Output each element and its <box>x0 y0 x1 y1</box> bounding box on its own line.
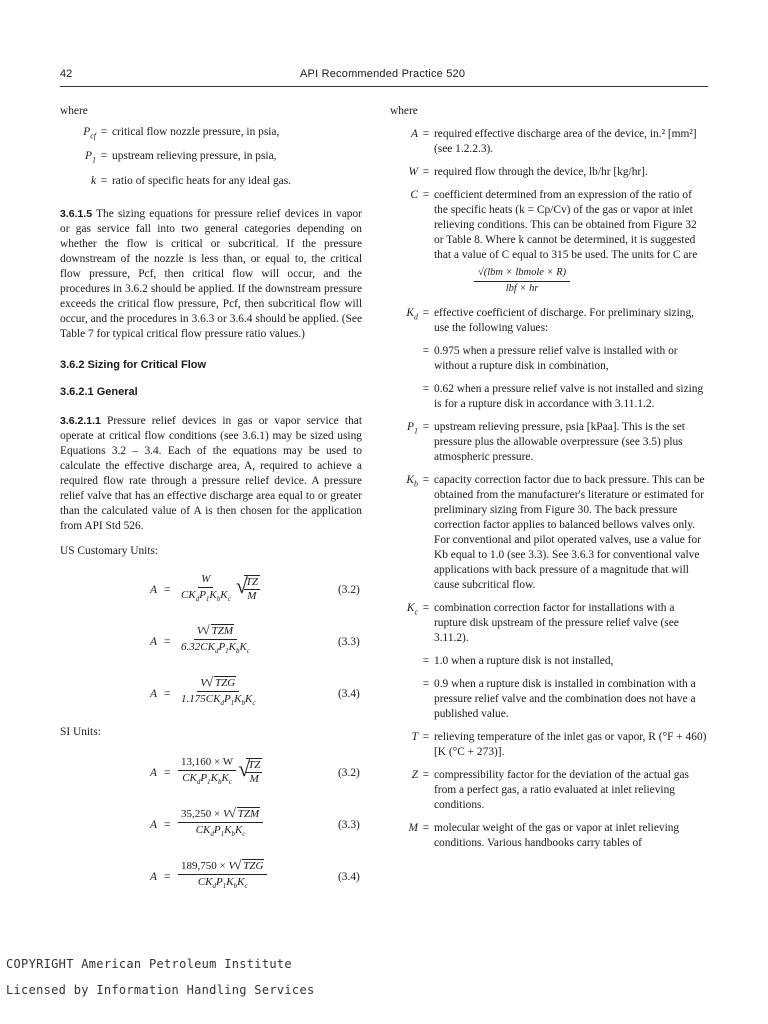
equation-denominator: $CK_dP_1K_bK_c$ <box>182 771 232 786</box>
sqrt-term: √ TZ M <box>246 758 262 786</box>
equation-us-3-4: A = $\frac{\text{V√ TZG}}{1.175CK_dP_1K_bK_c}$ (3.4) <box>60 677 362 719</box>
definition-text: capacity correction factor due to back pressure. This can be obtained from the manufacturer's literature or estimated for preliminary sizing from Figure 30. The back pressure correction factor applies to balanced bellows valves only. For conventional and pilot operated valves, use a value for Kb equal to 1.0 (see 3.3). See 3.6.3 for conventional valve applications with back pressure of a magnitude that will cause subcritical flow. <box>434 474 705 591</box>
left-column <box>60 104 362 902</box>
running-header-title: API Recommended Practice 520 <box>300 68 466 80</box>
footer-license: Licensed by Information Handling Services <box>6 983 315 997</box>
c-units-numerator: √(lbm × lbmole × R) <box>474 266 570 282</box>
symbol-t: T <box>411 731 418 743</box>
definition-text: compressibility factor for the deviation of the actual gas from a perfect gas, a ratio evaluated at inlet relieving conditions. <box>434 769 689 811</box>
equation-si-3-3: A = $\frac{\text{35,250 × V√ TZM}}{CK_dP_1K_bK_c}$ (3.3) <box>60 808 362 850</box>
equation-denominator: $1.175CK_dP_1K_bK_c$ <box>181 692 256 707</box>
definition-kd-value-1: = 0.975 when a pressure relief valve is installed with or without a rupture disk in combination, <box>390 344 708 374</box>
paragraph-text: The sizing equations for pressure relief devices in vapor or gas service fall into two general categories depending on whether the flow is critical or subcritical. If the pressure downstream of the nozzle is less than, or equal to, the critical flow pressure, Pcf, then critical flow will occur, and the procedures in 3.6.2 should be applied. If the downstream pressure exceeds the critical flow pressure, Pcf, then subcritical flow will occur, and the procedures in 3.6.3 or 3.6.4 should be applied. (See Table 7 for typical critical flow pressure ratio values.) <box>60 207 362 340</box>
definition-text: 1.0 when a rupture disk is not installed, <box>434 655 614 667</box>
symbol-kd: $K_d$ <box>406 307 418 322</box>
page-number: 42 <box>60 68 73 80</box>
c-units-denominator: lbf × hr <box>505 283 539 294</box>
definition-text: effective coefficient of discharge. For preliminary sizing, use the following values: <box>434 307 694 334</box>
definition-kb: $K_b$ = capacity correction factor due to back pressure. This can be obtained from the manufacturer's literature or estimated for preliminary sizing from Figure 30. The back pressure correction factor applies to balanced bellows valves only. For conventional and pilot operated valves, use a value for Kb equal to 1.0 (see 3.3). See 3.6.3 for conventional valve applications with back pressure of a magnitude that will cause subcritical flow. <box>390 473 708 593</box>
definition-text: 0.9 when a rupture disk is installed in combination with a pressure relief valve and the combination does not have a published value. <box>434 678 696 720</box>
definition-text: 0.975 when a pressure relief valve is installed with or without a rupture disk in combination, <box>434 345 678 372</box>
equation-lhs: A <box>150 687 157 700</box>
definition-kc: $K_c$ = combination correction factor for installations with a rupture disk upstream of the pressure relief valve (see 3.11.2). <box>390 601 708 646</box>
definition-text: ratio of specific heats for any ideal gas. <box>112 174 292 187</box>
symbol-k: k <box>90 174 96 187</box>
symbol-a: A <box>411 128 418 140</box>
definition-text: molecular weight of the gas or vapor at inlet relieving conditions. Various handbooks carry tables of <box>434 822 680 849</box>
definition-text: coefficient determined from an expression of the ratio of the specific heats (k = Cp/Cv) of the gas or vapor at inlet relieving conditions. This can be obtained from Figure 32 or Table 8. Where k cannot be determined, it is suggested that a value of C equal to 315 be used. The units for C are <box>434 189 698 261</box>
equation-denominator: $CK_dP_1K_bK_c$ <box>195 823 246 838</box>
section-heading-3-6-2-1: 3.6.2.1 General <box>60 385 138 398</box>
definition-text: upstream relieving pressure, psia [kPaa]. This is the set pressure plus the allowable overpressure (see 3.5) plus atmospheric pressure. <box>434 421 685 463</box>
definition-kd: $K_d$ = effective coefficient of discharge. For preliminary sizing, use the following values: <box>390 306 708 336</box>
us-units-label: US Customary Units: <box>60 544 159 557</box>
equation-numerator: V√ TZG <box>197 677 239 692</box>
footer-copyright: COPYRIGHT American Petroleum Institute <box>6 957 292 971</box>
definition-text: relieving temperature of the inlet gas or vapor, R (°F + 460) [K (°C + 273)]. <box>434 731 707 758</box>
equation-lhs: A <box>150 870 157 883</box>
definition-text: upstream relieving pressure, in psia, <box>112 150 277 163</box>
symbol-kc: $K_c$ <box>406 602 418 617</box>
equation-numerator: 13,160 × W <box>178 756 236 771</box>
equation-si-3-4: A = $\frac{\text{189,750 × V√ TZG}}{CK_dP_1K_bK_c}$ (3.4) <box>60 860 362 902</box>
where-label: where <box>390 105 418 117</box>
equation-lhs: A <box>150 583 157 596</box>
definition-text: critical flow nozzle pressure, in psia, <box>112 126 280 138</box>
equation-numerator: V√ TZM <box>194 625 237 640</box>
definition-t: T = relieving temperature of the inlet gas or vapor, R (°F + 460) [K (°C + 273)]. <box>390 730 708 760</box>
paragraph-3-6-1-5 <box>60 207 362 342</box>
equation-number: (3.3) <box>338 635 360 648</box>
paragraph-3-6-2-1-1 <box>60 414 362 534</box>
equation-us-3-3: A = $\frac{\text{V√ TZM}}{6.32CK_dP_1K_bK_c}$ (3.3) <box>60 625 362 667</box>
definition-text: 0.62 when a pressure relief valve is not installed and sizing is for a rupture disk in accordance with 3.11.1.2. <box>434 383 704 410</box>
sqrt-term: √ TZ M <box>244 575 260 603</box>
definition-k: k = ratio of specific heats for any ideal gas. <box>60 174 362 189</box>
definition-a: A = required effective discharge area of the device, in.² [mm²] (see 1.2.2.3). <box>390 127 708 157</box>
definition-text: required flow through the device, lb/hr [kg/hr]. <box>434 166 648 178</box>
definition-p1-right: $P_1$ = upstream relieving pressure, psia [kPaa]. This is the set pressure plus the allowable overpressure (see 3.5) plus atmospheric pressure. <box>390 420 708 465</box>
definition-c: C = coefficient determined from an expression of the ratio of the specific heats (k = Cp/Cv) of the gas or vapor at inlet relieving conditions. This can be obtained from Figure 32 or Table 8. Where k cannot be determined, it is suggested that a value of C equal to 315 be used. The units for C are <box>390 188 708 263</box>
equation-denominator: $6.32CK_dP_1K_bK_c$ <box>181 640 250 655</box>
symbol-z: Z <box>411 769 418 781</box>
equation-numerator: 35,250 × V√ TZM <box>178 808 263 823</box>
definition-z: Z = compressibility factor for the deviation of the actual gas from a perfect gas, a ratio evaluated at inlet relieving conditions. <box>390 768 708 813</box>
symbol-m: M <box>408 822 418 834</box>
equation-denominator: $CK_dP_1K_bK_c$ <box>197 875 248 890</box>
definition-pcf: $P_{cf}$ = critical flow nozzle pressure, in psia, <box>60 125 362 143</box>
definition-w: W = required flow through the device, lb/hr [kg/hr]. <box>390 165 708 180</box>
definition-m: M = molecular weight of the gas or vapor at inlet relieving conditions. Various handbooks carry tables of <box>390 821 708 851</box>
right-column <box>390 104 708 859</box>
definition-text: combination correction factor for installations with a rupture disk upstream of the pressure relief valve (see 3.11.2). <box>434 602 679 644</box>
equation-si-3-2: A = $\frac{13,160 \times W}{CK_dP_1K_bK_c}$ √ TZ M (3.2) <box>60 756 362 798</box>
section-heading-3-6-2: 3.6.2 Sizing for Critical Flow <box>60 358 207 371</box>
definition-p1: $P_1$ = upstream relieving pressure, in psia, <box>60 149 362 167</box>
where-label: where <box>60 105 88 117</box>
definition-kd-value-2: = 0.62 when a pressure relief valve is not installed and sizing is for a rupture disk in accordance with 3.11.1.2. <box>390 382 708 412</box>
paragraph-text: Pressure relief devices in gas or vapor service that operate at critical flow conditions (see 3.6.1) may be sized using Equations 3.2 – 3.4. Each of the equations may be used to calculate the effective discharge area, A, required to achieve a required flow rate through a pressure relief device. A pressure relief valve that has an effective discharge area equal to or greater than the calculated value of A is then chosen for the application from API Std 526. <box>60 414 362 532</box>
definition-kc-value-1: = 1.0 when a rupture disk is not installed, <box>390 654 708 669</box>
symbol-kb: $K_b$ <box>406 474 418 489</box>
paragraph-number: 3.6.2.1.1 <box>60 414 101 427</box>
equation-numerator: 189,750 × V√ TZG <box>178 860 267 875</box>
symbol-c: C <box>410 189 418 201</box>
equation-lhs: A <box>150 818 157 831</box>
equation-denominator: $CK_dP_1K_bK_c$ <box>181 588 231 603</box>
equation-numerator: W <box>198 573 213 588</box>
equation-number: (3.4) <box>338 687 360 700</box>
equation-number: (3.4) <box>338 870 360 883</box>
si-units-label: SI Units: <box>60 725 101 738</box>
equation-number: (3.2) <box>338 766 360 779</box>
equation-lhs: A <box>150 635 157 648</box>
equation-us-3-2: A = $\frac{W}{CK_dP_1K_bK_c}$ √ TZ M (3.2) <box>60 573 362 615</box>
symbol-p1: $P_1$ <box>407 421 418 436</box>
definition-kc-value-2: = 0.9 when a rupture disk is installed in combination with a pressure relief valve and the combination does not have a published value. <box>390 677 708 722</box>
header-rule <box>60 86 708 87</box>
equation-number: (3.2) <box>338 583 360 596</box>
symbol-pcf: $P_{cf}$ <box>83 126 96 141</box>
symbol-p1: $P_1$ <box>85 150 96 165</box>
equation-lhs: A <box>150 766 157 779</box>
c-units-fraction <box>434 265 708 296</box>
paragraph-number: 3.6.1.5 <box>60 207 93 220</box>
equation-number: (3.3) <box>338 818 360 831</box>
symbol-w: W <box>408 166 418 178</box>
definition-text: required effective discharge area of the device, in.² [mm²] (see 1.2.2.3). <box>434 128 697 155</box>
